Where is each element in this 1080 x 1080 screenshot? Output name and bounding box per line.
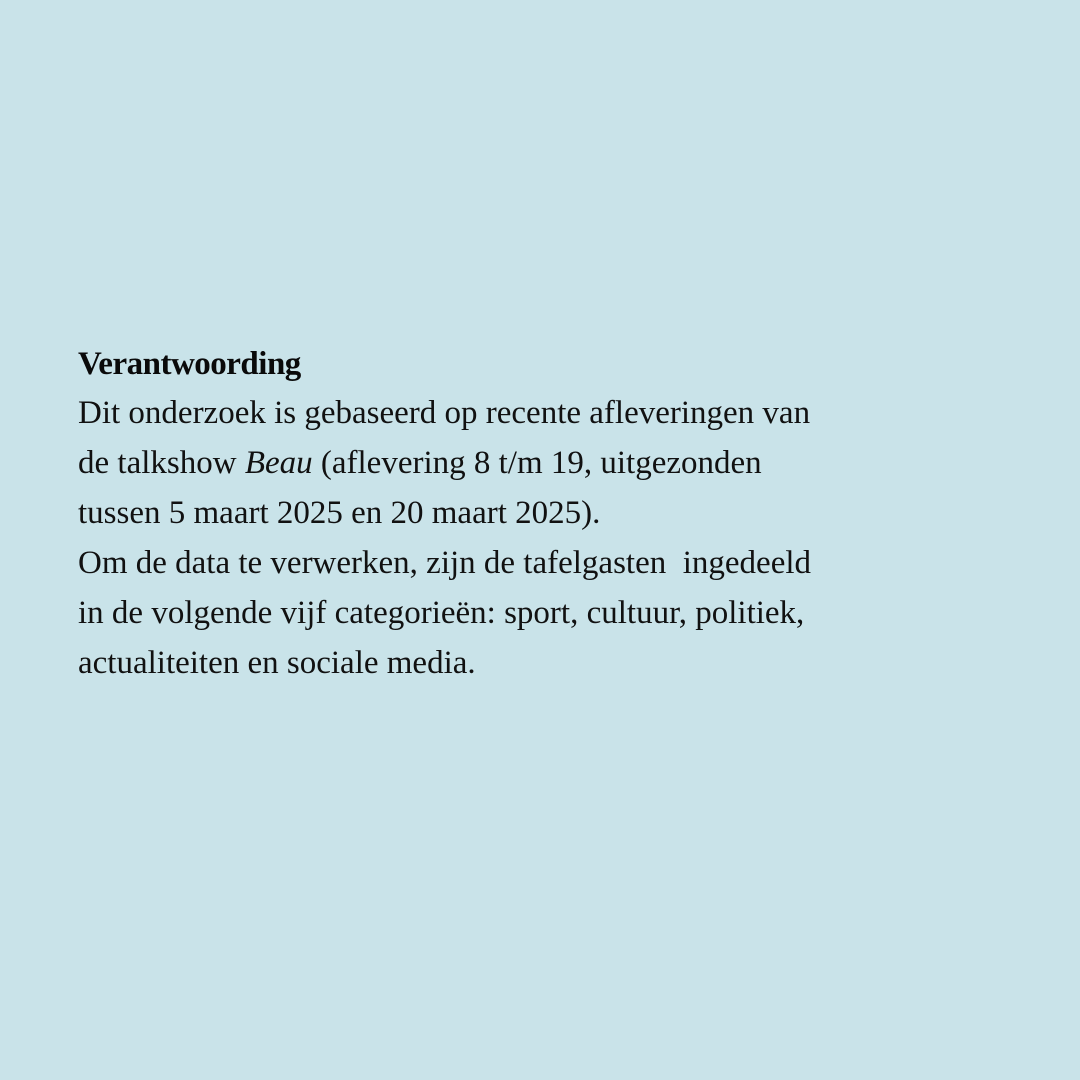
- text-line: Dit onderzoek is gebaseerd op recente afleveringen van: [78, 395, 811, 431]
- heading: Verantwoording: [78, 346, 301, 382]
- text-line: [78, 438, 1038, 488]
- text-line: tussen 5 maart 2025 en 20 maart 2025).: [78, 495, 601, 531]
- text-segment: de talkshow: [78, 445, 245, 481]
- show-title: Beau: [244, 445, 313, 481]
- text-line: in de volgende vijf categorieën: sport, cultuur, politiek,: [78, 595, 805, 631]
- body-paragraph: [78, 388, 1038, 688]
- text-line: actualiteiten en sociale media.: [78, 645, 476, 681]
- text-block: [78, 340, 1038, 688]
- text-line: Om de data te verwerken, zijn de tafelgasten ingedeeld: [78, 545, 812, 581]
- text-segment: (aflevering 8 t/m 19, uitgezonden: [312, 445, 762, 481]
